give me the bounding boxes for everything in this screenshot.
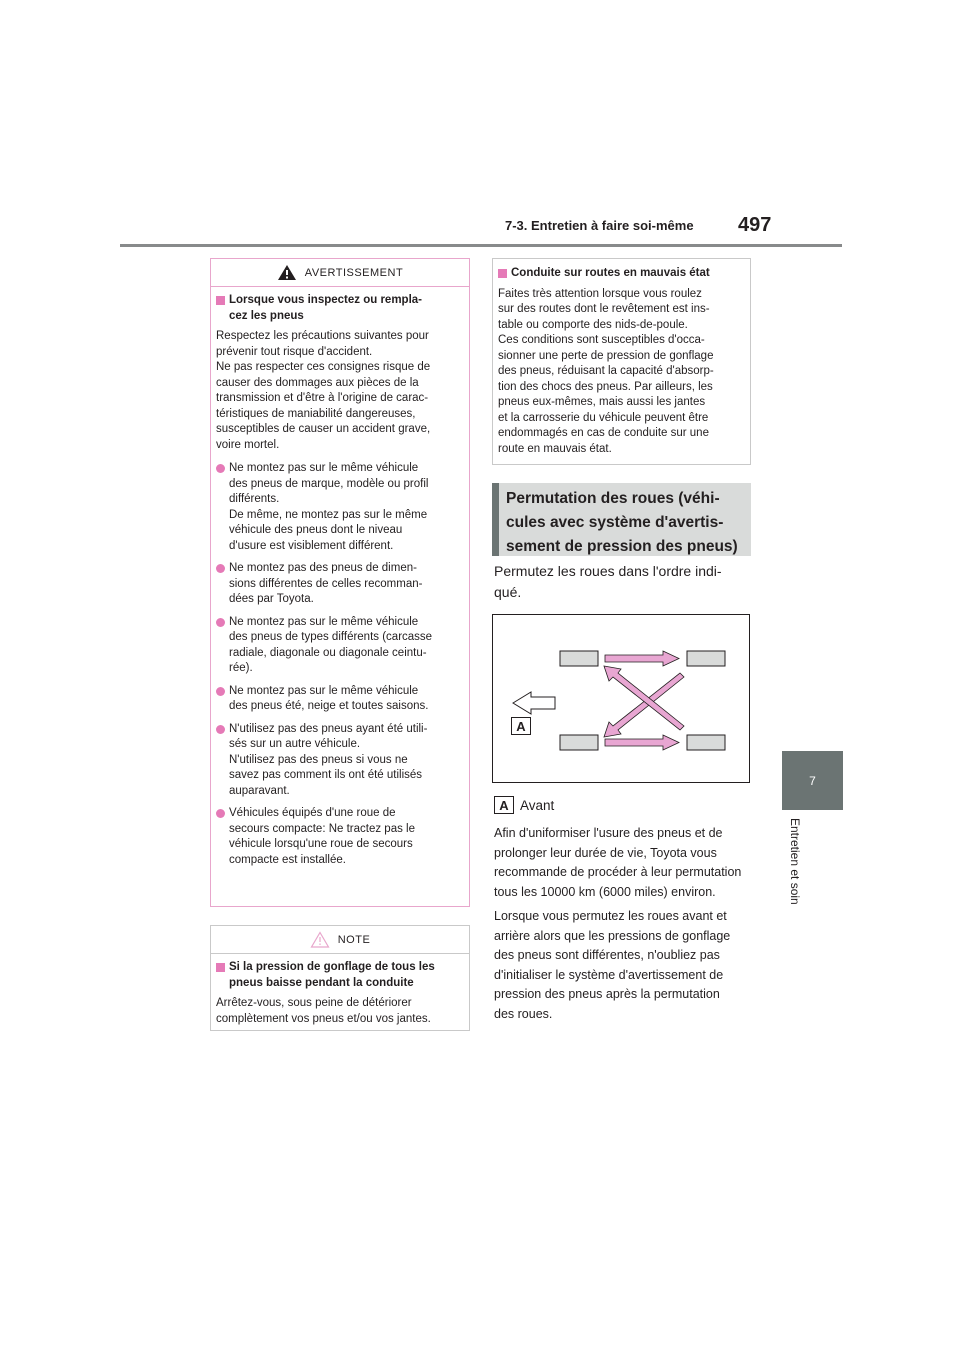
warning-bullet-text: Ne montez pas sur le même véhicule des pneus été, neige et toutes saisons. [229,684,429,712]
header-rule [120,244,842,247]
diagram-marker [511,717,531,735]
front-right-wheel [560,735,598,750]
chapter-tab[interactable] [782,751,843,810]
warning-bullet [216,615,464,677]
chapter-label: Entretien et soin [788,818,802,905]
note-subheading-row [216,960,464,991]
road-text: Faites très attention lorsque vous roulez sur des routes dont le revêtement est ins- table ou comporte des nids-de-poule. Ces conditions sont susceptibles d'occa- sionner une perte de pression de gonflage des pneus, réduisant la capacité d'absorp- tion des chocs des pneus. Par ailleurs, les pneus eux-mêmes, mais aussi les jantes et la carrosserie du véhicule peuvent être endommagés en cas de conduite sur une route en mauvais état. [498,287,714,455]
warning-bullet-text: Ne montez pas sur le même véhicule des pneus de marque, modèle ou profil différents. De même, ne montez pas sur le même véhicule des pneus dont le niveau d'usure est visiblement différent. [229,462,429,552]
square-bullet-icon [216,963,225,972]
round-bullet-icon [216,564,225,573]
warning-subheading-row [216,293,464,324]
road-subheading-row [498,266,745,282]
diagram-marker-letter: A [516,718,526,734]
round-bullet-icon [216,618,225,627]
chapter-number: 7 [809,773,816,788]
section-title-bar [492,483,499,556]
warning-bullet-text: N'utilisez pas des pneus ayant été utili- sés sur un autre véhicule. N'utilisez pas des pneus si vous ne savez pas comment ils ont été utilisés auparavant. [229,722,428,797]
round-bullet-icon [216,464,225,473]
note-text: Arrêtez-vous, sous peine de détériorer complètement vos pneus et/ou vos jantes. [216,997,431,1025]
section-intro: Permutez les roues dans l'ordre indi- qué. [494,563,722,600]
rotation-arrow-diagonal-up [604,666,684,730]
note-box [210,925,470,1031]
round-bullet-icon [216,687,225,696]
warning-bullet [216,684,464,715]
rotation-arrow-bottom [605,735,679,750]
warning-box [210,258,470,907]
warning-heading: AVERTISSEMENT [304,266,404,279]
section-header: 7-3. Entretien à faire soi-même [505,218,694,233]
rotation-svg [493,615,749,782]
warning-header [211,259,469,287]
warning-bullet-text: Ne montez pas des pneus de dimen- sions différentes de celles recomman- dées par Toyota. [229,562,423,605]
road-conditions-box [492,258,751,465]
note-heading: NOTE [337,933,371,946]
legend-letter: A [494,796,514,814]
rear-left-wheel [687,651,725,666]
round-bullet-icon [216,725,225,734]
page-number: 497 [738,214,772,236]
tire-rotation-diagram [492,614,750,783]
warning-bullet [216,806,464,868]
body-paragraph: Afin d'uniformiser l'usure des pneus et de prolonger leur durée de vie, Toyota vous recommande de procéder à leur permutation tous les 10000 km (6000 miles) environ. [494,826,742,899]
legend-label: Avant [520,797,555,813]
forward-arrow-icon [513,692,555,714]
warning-triangle-icon [277,264,297,281]
note-subheading: Si la pression de gonflage de tous les pneus baisse pendant la conduite [229,961,435,989]
warning-bullet-text: Véhicules équipés d'une roue de secours compacte: Ne tractez pas le véhicule lorsqu'une roue de secours compacte est installée. [229,807,415,866]
warning-bullet-text: Ne montez pas sur le même véhicule des pneus de types différents (carcasse radiale, diagonale ou diagonale ceintu- rée). [229,615,433,674]
rotation-arrow-top [605,651,679,666]
section-title: Permutation des roues (véhi- cules avec système d'avertis- sement de pression des pneus) [492,483,751,556]
square-bullet-icon [216,296,225,305]
warning-bullet [216,461,464,554]
square-bullet-icon [498,269,507,278]
caution-triangle-icon [310,931,330,948]
warning-subheading: Lorsque vous inspectez ou rempla- cez les pneus [229,294,422,322]
diagram-legend [494,796,554,814]
round-bullet-icon [216,809,225,818]
note-header [211,926,469,954]
rotation-arrow-diagonal-down [604,673,684,737]
front-left-wheel [560,651,598,666]
warning-intro: Respectez les précautions suivantes pour prévenir tout risque d'accident. Ne pas respecter ces consignes risque de causer des dommages aux pièces de la transmission et d'être à l'origine de carac- téristiques de maniabilité dangereuses, susceptibles de causer un accident grave, voire mortel. [216,330,431,451]
rear-right-wheel [687,735,725,750]
warning-bullet [216,561,464,608]
warning-bullet [216,722,464,800]
road-subheading: Conduite sur routes en mauvais état [511,267,710,279]
body-paragraph: Lorsque vous permutez les roues avant et arrière alors que les pressions de gonflage des pneus sont différentes, n'oubliez pas d'initialiser le système d'avertissement de pression des pneus après la permutation des roues. [494,909,731,1021]
